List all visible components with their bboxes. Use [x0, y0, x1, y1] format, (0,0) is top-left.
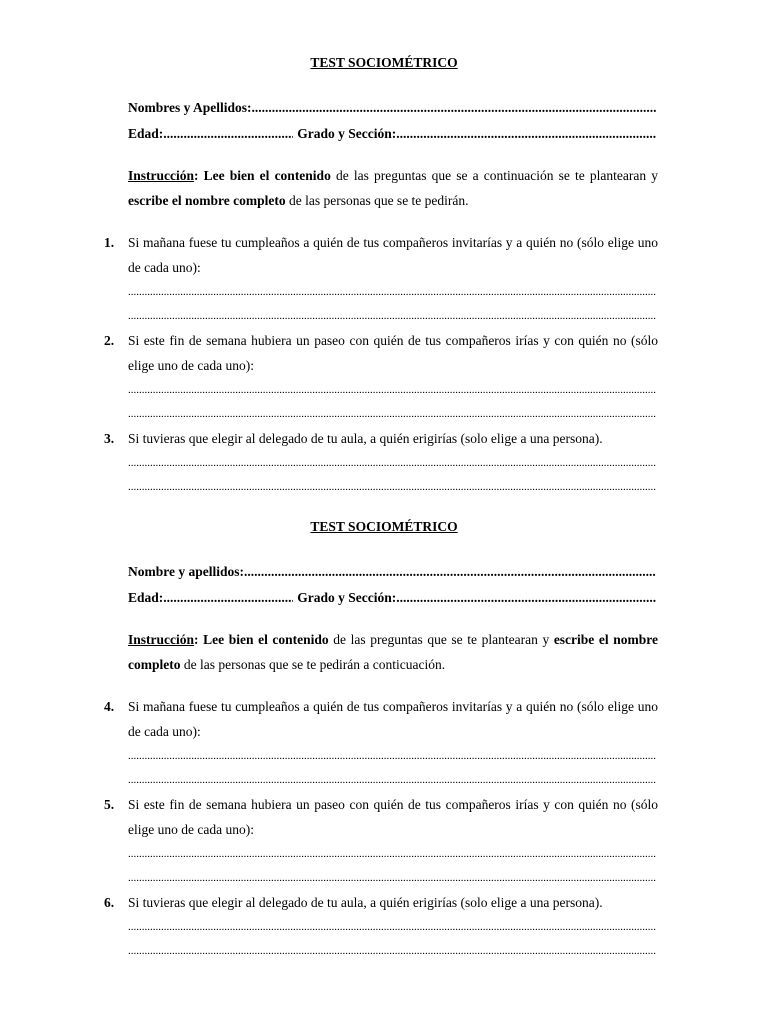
- answer-line[interactable]: [128, 768, 656, 792]
- name-field[interactable]: [128, 95, 656, 121]
- answer-line[interactable]: [128, 842, 656, 866]
- sociometric-form-1: [0, 53, 768, 499]
- question-text: Si tuvieras que elegir al delegado de tu aula, a quién erigirías (solo elige a una persona).: [128, 431, 603, 446]
- age-grade-row: [128, 585, 656, 611]
- sociometric-form-2: [0, 517, 768, 963]
- question-text: Si este fin de semana hubiera un paseo con quién de tus compañeros irías y con quién no (sólo elige uno de cada uno):: [128, 797, 658, 837]
- grade-label: Grado y Sección:: [297, 126, 397, 141]
- name-label: Nombre y apellidos:: [128, 564, 245, 579]
- age-blank[interactable]: [163, 585, 293, 611]
- name-field[interactable]: [128, 559, 656, 585]
- instruction-colon: :: [194, 168, 199, 183]
- question-number: 1.: [104, 235, 115, 250]
- question-number: 2.: [104, 333, 115, 348]
- question-item: [104, 792, 658, 890]
- age-blank[interactable]: [163, 121, 293, 147]
- question-item: [104, 328, 658, 426]
- question-number: 3.: [104, 431, 115, 446]
- instruction-bold-2: escribe el nombre completo: [128, 632, 658, 672]
- question-item: [104, 890, 658, 963]
- name-blank[interactable]: [252, 95, 656, 121]
- question-text: Si mañana fuese tu cumpleaños a quién de tus compañeros invitarías y a quién no (sólo elige uno de cada uno):: [128, 235, 658, 275]
- instruction-text-1: de las preguntas que se a continuación se te plantearan y: [330, 168, 658, 183]
- grade-blank[interactable]: [396, 585, 656, 611]
- instruction-label: Instrucción: [128, 632, 195, 647]
- answer-line[interactable]: [128, 451, 656, 475]
- question-item: [104, 230, 658, 328]
- answer-line[interactable]: [128, 939, 656, 963]
- age-label: Edad:: [128, 590, 164, 605]
- age-label: Edad:: [128, 126, 164, 141]
- age-grade-row: [128, 121, 656, 147]
- question-text: Si mañana fuese tu cumpleaños a quién de tus compañeros invitarías y a quién no (sólo elige uno de cada uno):: [128, 699, 658, 739]
- instruction-bold-1: Lee bien el contenido: [203, 632, 329, 647]
- instruction-colon: :: [194, 632, 199, 647]
- grade-label: Grado y Sección:: [297, 590, 397, 605]
- question-item: [104, 426, 658, 499]
- instruction-text-1: de las preguntas que se te plantearan y: [328, 632, 554, 647]
- form-title: TEST SOCIOMÉTRICO: [310, 55, 458, 70]
- answer-line[interactable]: [128, 866, 656, 890]
- answer-line[interactable]: [128, 378, 656, 402]
- answer-line[interactable]: [128, 280, 656, 304]
- form-title: TEST SOCIOMÉTRICO: [310, 519, 458, 534]
- answer-line[interactable]: [128, 304, 656, 328]
- question-number: 5.: [104, 797, 115, 812]
- question-item: [104, 694, 658, 792]
- question-number: 4.: [104, 699, 115, 714]
- student-fields: [128, 95, 656, 147]
- answer-line[interactable]: [128, 402, 656, 426]
- name-label: Nombres y Apellidos:: [128, 100, 252, 115]
- answer-line[interactable]: [128, 915, 656, 939]
- question-number: 6.: [104, 895, 115, 910]
- student-fields: [128, 559, 656, 611]
- instruction-label: Instrucción: [128, 168, 195, 183]
- answer-line[interactable]: [128, 475, 656, 499]
- instruction-text-2: de las personas que se te pedirán a conticuación.: [180, 657, 446, 672]
- instruction-text-2: de las personas que se te pedirán.: [285, 193, 469, 208]
- instruction-bold-2: escribe el nombre completo: [128, 193, 286, 208]
- instruction-paragraph: [128, 163, 658, 213]
- instruction-paragraph: [128, 627, 658, 677]
- instruction-bold-1: Lee bien el contenido: [203, 168, 331, 183]
- name-blank[interactable]: [244, 559, 656, 585]
- grade-blank[interactable]: [396, 121, 656, 147]
- question-text: Si este fin de semana hubiera un paseo con quién de tus compañeros irías y con quién no (sólo elige uno de cada uno):: [128, 333, 658, 373]
- question-text: Si tuvieras que elegir al delegado de tu aula, a quién erigirías (solo elige a una persona).: [128, 895, 603, 910]
- answer-line[interactable]: [128, 744, 656, 768]
